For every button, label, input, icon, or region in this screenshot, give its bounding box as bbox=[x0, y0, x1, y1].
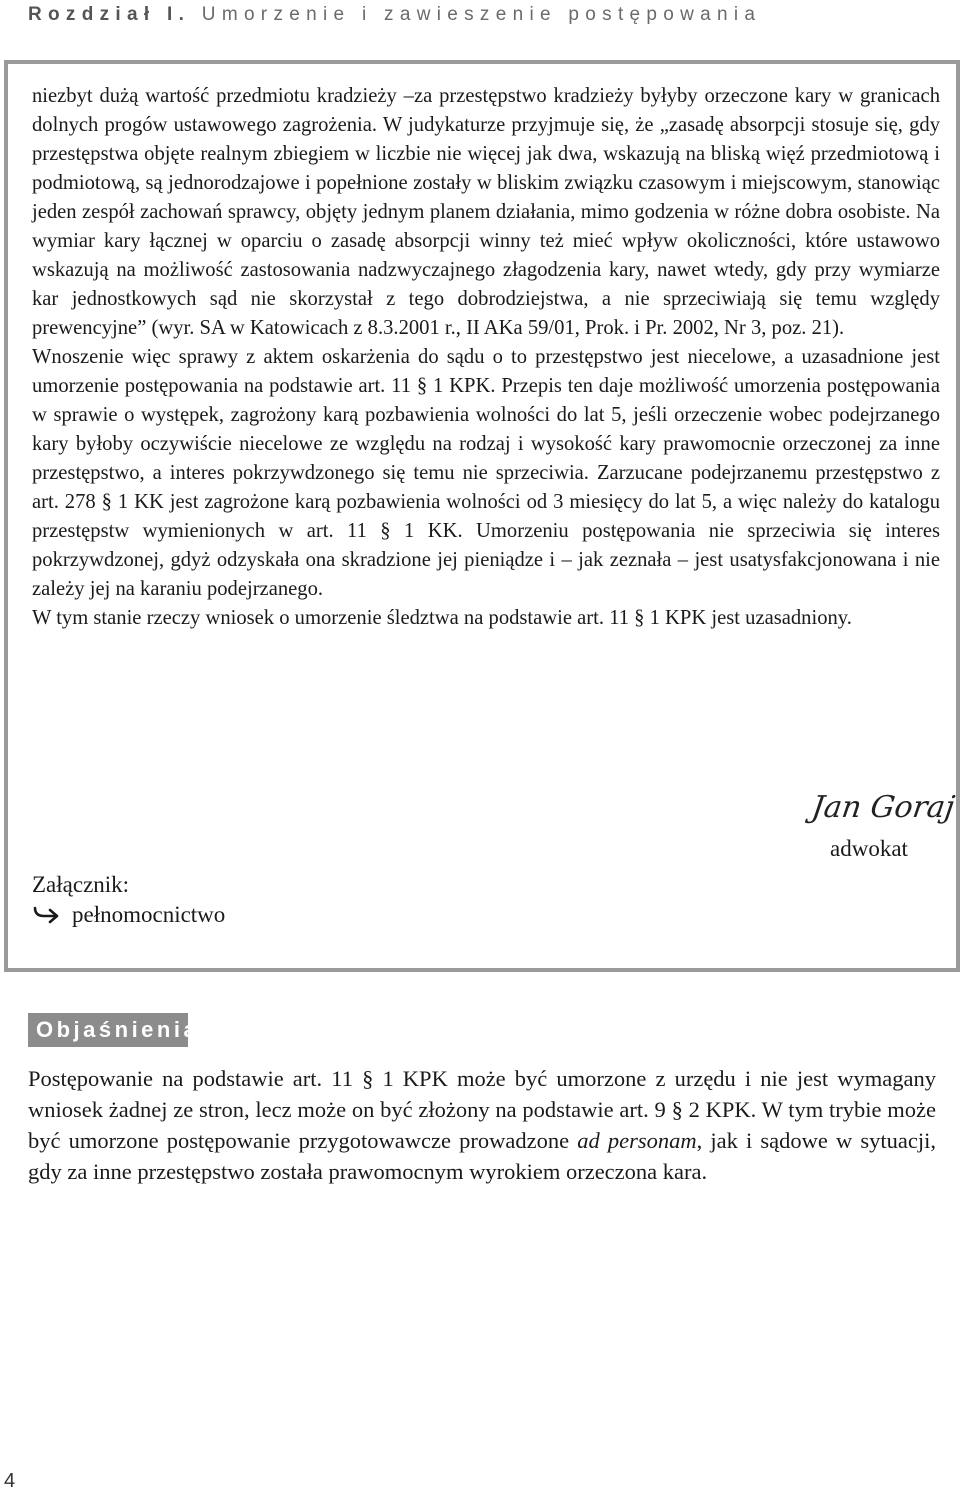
attachment-label: Załącznik: bbox=[32, 872, 130, 897]
page-number: 4 bbox=[4, 1470, 16, 1492]
paragraph-3: W tym stanie rzeczy wniosek o umorzenie śledztwa na podstawie art. 11 § 1 KPK jest uzasadniony. bbox=[32, 607, 852, 629]
arrow-right-icon bbox=[32, 905, 62, 925]
chapter-title: Umorzenie i zawieszenie postępowania bbox=[201, 4, 762, 25]
signatory-role: adwokat bbox=[830, 836, 908, 861]
section-heading-badge: Objaśnienia bbox=[28, 1013, 188, 1047]
chapter-label: Rozdział I. bbox=[28, 4, 191, 25]
explanation-text-part-1: Postępowanie na podstawie art. 11 § 1 KPK może być umorzone z urzędu i nie jest wymagany wniosek żadnej ze stron, lecz może on być złożony na podstawie art. 9 § 2 KPK. W tym trybie może być umorzone postępowanie przygotowawcze prowadzone bbox=[28, 1066, 936, 1153]
running-head bbox=[28, 4, 761, 26]
attachment-item bbox=[32, 902, 225, 928]
document-frame bbox=[4, 60, 960, 972]
explanation-text bbox=[28, 1063, 936, 1187]
signature: Jan Goraj bbox=[809, 790, 957, 825]
paragraph-2: Wnoszenie więc sprawy z aktem oskarżenia do sądu o to przestępstwo jest niecelowe, a uzasadnione jest umorzenie postępowania na podstawie art. 11 § 1 KPK. Przepis ten daje możliwość umorzenia postępowania w sprawie o występek, zagrożony karą pozbawienia wolności do lat 5, jeśli orzeczenie wobec podejrzanego kary byłoby oczywiście niecelowe ze względu na rodzaj i wysokość kary prawomocnie orzeczonej za inne przestępstwo, a interes pokrzywdzonego się temu nie sprzeciwia. Zarzucane podejrzanemu przestępstwo z art. 278 § 1 KK jest zagrożone karą pozbawienia wolności od 3 miesięcy do lat 5, a więc należy do katalogu przestępstw wymienionych w art. 11 § 1 KK. Umorzeniu postępowania nie sprzeciwia się interes pokrzywdzonej, gdyż odzyskała ona skradzione jej pieniądze i – jak zeznała – jest usatysfakcjonowana i nie zależy jej na karaniu podejrzanego. bbox=[32, 346, 940, 600]
paragraph-1: niezbyt dużą wartość przedmiotu kradzieży –za przestępstwo kradzieży byłyby orzeczone kary w granicach dolnych progów ustawowego zagrożenia. W judykaturze przyjmuje się, że „zasadę absorpcji stosuje się, gdy przestępstwa objęte realnym zbiegiem w liczbie nie więcej jak dwa, wskazują na bliską więź przedmiotową i podmiotową, są jednorodzajowe i popełnione zostały w bliskim związku czasowym i miejscowym, stanowiąc jeden zespół zachowań sprawcy, objęty jednym planem działania, mimo godzenia w różne dobra osobiste. Na wymiar kary łącznej w oparciu o zasadę absorpcji winny też mieć wpływ okoliczności, które ustawowo wskazują na możliwość zastosowania nadzwyczajnego złagodzenia kary, nawet wtedy, gdy przy wymiarze kar jednostkowych sąd nie skorzystał z tego dobrodziejstwa, a nie sprzeciwiają się temu względy prewencyjne” (wyr. SA w Katowicach z 8.3.2001 r., II AKa 59/01, Prok. i Pr. 2002, Nr 3, poz. 21). bbox=[32, 85, 940, 339]
explanation-italic-term: ad personam bbox=[577, 1128, 697, 1153]
document-body bbox=[32, 82, 940, 633]
explanation-text-part-2: , jak i sądowe w sytuacji, gdy za inne przestępstwo została prawomocnym wyrokiem orzeczona kara. bbox=[28, 1128, 937, 1184]
attachment-item-label: pełnomocnictwo bbox=[72, 902, 226, 927]
